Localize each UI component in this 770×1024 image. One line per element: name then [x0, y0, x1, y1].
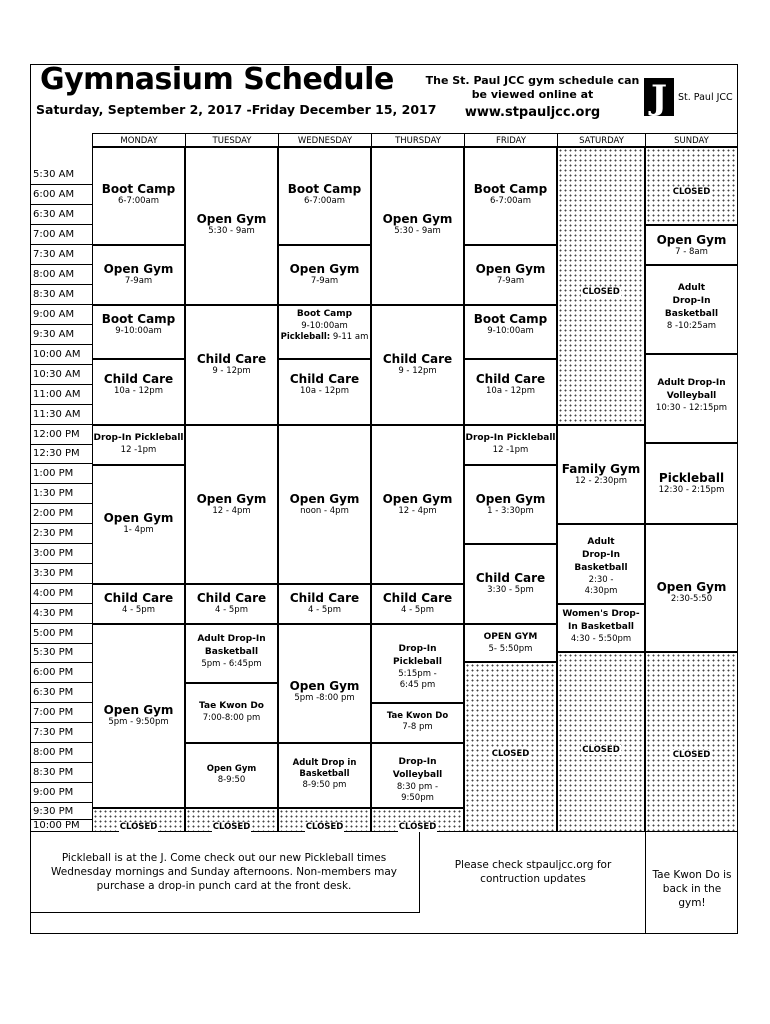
- event-name: Child Care: [382, 591, 453, 605]
- event-block: [92, 465, 185, 584]
- event-time: 5:30 - 9am: [208, 226, 255, 236]
- event-block: [92, 425, 185, 465]
- day-header-friday: FRIDAY: [464, 133, 557, 147]
- event-block: [185, 425, 278, 584]
- event-name: Drop-In Volleyball: [392, 757, 443, 780]
- event-time: 12 - 4pm: [212, 506, 251, 516]
- event-block: [464, 245, 557, 305]
- event-time: noon - 4pm: [300, 506, 349, 516]
- event-time: 6-7:00am: [117, 196, 160, 206]
- event-block: [92, 359, 185, 425]
- closed-label: CLOSED: [119, 822, 158, 832]
- pickleball-note: Pickleball is at the J. Come check out our new Pickleball times Wednesday mornings and Sunday afternoons. Non-members may purchase a drop-in punch card at the front desk.: [50, 852, 398, 892]
- event-name: Drop-In Pickleball: [465, 433, 556, 443]
- day-header-thursday: THURSDAY: [371, 133, 464, 147]
- event-block: [557, 524, 645, 604]
- event-name: Child Care: [382, 352, 453, 366]
- event-time: 12:30 - 2:15pm: [658, 485, 725, 495]
- closed-label: CLOSED: [398, 822, 437, 832]
- event-time: 9-10:00am: [301, 321, 348, 331]
- event-name: Child Care: [196, 352, 267, 366]
- event-name: Open Gym: [196, 492, 267, 506]
- event-time: 9 - 12pm: [398, 366, 437, 376]
- time-label: 8:00 PM: [31, 743, 92, 763]
- event-block: [645, 354, 738, 443]
- time-label: 6:00 AM: [31, 185, 92, 205]
- event-name: Women's Drop-In Basketball: [562, 609, 640, 632]
- time-label: 10:30 AM: [31, 365, 92, 385]
- event-block: [92, 584, 185, 624]
- closed-label: CLOSED: [491, 749, 530, 759]
- time-label: 9:00 PM: [31, 783, 92, 803]
- time-label: 9:00 AM: [31, 305, 92, 325]
- closed-block: [464, 662, 557, 832]
- divider: [419, 832, 420, 913]
- event-time: 7-9am: [124, 276, 153, 286]
- event-name: Open Gym: [103, 703, 174, 717]
- event-name: Boot Camp: [287, 182, 362, 196]
- event-time: 8-9:50 pm: [302, 780, 347, 790]
- closed-block: [557, 147, 645, 425]
- event-name: Adult Drop-In Basketball: [664, 283, 719, 319]
- time-label: 11:30 AM: [31, 405, 92, 425]
- event-name: Open Gym: [289, 492, 360, 506]
- day-header-tuesday: TUESDAY: [185, 133, 278, 147]
- event-name: Open Gym: [289, 262, 360, 276]
- event-name: Open Gym: [103, 511, 174, 525]
- event-name: Open Gym: [475, 262, 546, 276]
- closed-label: CLOSED: [582, 287, 620, 297]
- event-name: Boot Camp: [296, 309, 353, 319]
- time-label: 8:30 AM: [31, 285, 92, 305]
- time-label: 7:30 PM: [31, 723, 92, 743]
- event-name: Child Care: [289, 591, 360, 605]
- event-name: Open Gym: [196, 212, 267, 226]
- day-header-saturday: SATURDAY: [557, 133, 645, 147]
- event-name: Open Gym: [382, 492, 453, 506]
- time-label: 2:00 PM: [31, 504, 92, 524]
- event-block: [371, 425, 464, 584]
- closed-label: CLOSED: [672, 750, 711, 760]
- event-time: 8-9:50: [217, 775, 246, 785]
- event-name: Open Gym: [206, 764, 257, 774]
- pickleball-time: 9-11 am: [332, 332, 369, 342]
- taekwondo-note: Tae Kwon Do is back in the gym!: [652, 869, 732, 909]
- event-time: 5:15pm - 6:45 pm: [398, 669, 437, 690]
- event-time: 8:30 pm - 9:50pm: [396, 782, 439, 803]
- event-name: Child Care: [103, 372, 174, 386]
- event-name: Boot Camp: [101, 312, 176, 326]
- closed-block: [371, 808, 464, 832]
- closed-block: [278, 808, 371, 832]
- time-label: 10:00 PM: [31, 820, 92, 832]
- event-block: [92, 245, 185, 305]
- event-name: Pickleball: [658, 471, 725, 485]
- event-name: Adult Drop-In Basketball: [574, 537, 628, 573]
- event-name: Open Gym: [475, 492, 546, 506]
- event-name: Boot Camp: [101, 182, 176, 196]
- event-time: 10a - 12pm: [486, 386, 535, 396]
- event-time: 10a - 12pm: [114, 386, 163, 396]
- event-time: 7-9am: [496, 276, 525, 286]
- event-name: Boot Camp: [473, 182, 548, 196]
- time-label: 11:00 AM: [31, 385, 92, 405]
- date-range: Saturday, September 2, 2017 -Friday December 15, 2017: [36, 102, 437, 117]
- time-label: 8:00 AM: [31, 265, 92, 285]
- time-label: 9:30 PM: [31, 803, 92, 820]
- event-time: 10:30 - 12:15pm: [655, 403, 728, 413]
- event-time: 4 - 5pm: [308, 605, 341, 615]
- event-block: [92, 147, 185, 245]
- event-time: 8 -10:25am: [666, 321, 717, 331]
- event-name: Open Gym: [656, 233, 727, 247]
- time-label: 7:00 AM: [31, 225, 92, 245]
- event-block: [185, 305, 278, 425]
- event-time: 1- 4pm: [123, 525, 154, 535]
- divider: [645, 832, 646, 934]
- event-time: 2:30 - 4:30pm: [584, 575, 618, 596]
- event-name: OPEN GYM: [483, 632, 538, 642]
- time-label: 9:30 AM: [31, 325, 92, 345]
- event-time: 4 - 5pm: [122, 605, 155, 615]
- time-label: 12:00 PM: [31, 425, 92, 445]
- event-block: [278, 245, 371, 305]
- event-block: [557, 425, 645, 524]
- event-name: Child Care: [103, 591, 174, 605]
- time-label: 3:30 PM: [31, 564, 92, 584]
- event-block: [371, 584, 464, 624]
- event-name: Open Gym: [289, 679, 360, 693]
- event-block: [278, 359, 371, 425]
- time-label: 7:00 PM: [31, 703, 92, 723]
- event-block: [371, 147, 464, 305]
- event-time: 6-7:00am: [303, 196, 346, 206]
- event-block: [278, 584, 371, 624]
- event-name: Tae Kwon Do: [199, 701, 264, 711]
- event-block: [645, 443, 738, 524]
- event-name: Open Gym: [103, 262, 174, 276]
- event-time: 9-10:00am: [115, 326, 162, 336]
- jcc-logo: J: [644, 78, 674, 116]
- pickleball-label: Pickleball:: [280, 332, 331, 342]
- event-name: Family Gym: [561, 462, 641, 476]
- event-block: [278, 743, 371, 808]
- time-label: 12:30 PM: [31, 444, 92, 464]
- event-time: 7-8 pm: [402, 722, 433, 732]
- online-note: The St. Paul JCC gym schedule can be viewed online at: [425, 74, 640, 101]
- event-time: 12 - 2:30pm: [574, 476, 628, 486]
- construction-note: Please check stpauljcc.org for contruction updates: [454, 859, 612, 885]
- closed-block: [645, 147, 738, 225]
- event-time: 7-9am: [310, 276, 339, 286]
- event-time: 10a - 12pm: [300, 386, 349, 396]
- closed-block: [557, 652, 645, 832]
- org-name: St. Paul JCC: [678, 92, 733, 103]
- closed-label: CLOSED: [212, 822, 251, 832]
- time-label: 1:00 PM: [31, 464, 92, 484]
- event-name: Adult Drop-In Basketball: [197, 634, 266, 657]
- event-block: [464, 465, 557, 544]
- time-label: 5:00 PM: [31, 624, 92, 644]
- event-block: [278, 305, 371, 359]
- event-time: 5pm -8:00 pm: [294, 693, 355, 703]
- event-block: [371, 624, 464, 703]
- time-label: 5:30 PM: [31, 643, 92, 663]
- event-time: 5- 5:50pm: [488, 644, 533, 654]
- event-time: 3:30 - 5pm: [487, 585, 534, 595]
- event-block: [185, 683, 278, 743]
- event-time: 1 - 3:30pm: [487, 506, 534, 516]
- event-name: Child Care: [196, 591, 267, 605]
- event-time: 4 - 5pm: [401, 605, 434, 615]
- time-label: 4:00 PM: [31, 584, 92, 604]
- event-time: 4:30 - 5:50pm: [570, 634, 632, 644]
- time-label: 4:30 PM: [31, 604, 92, 624]
- website-url[interactable]: www.stpauljcc.org: [464, 105, 601, 120]
- event-time: 7:00-8:00 pm: [202, 713, 261, 723]
- event-block: [645, 265, 738, 354]
- closed-label: CLOSED: [305, 822, 344, 832]
- event-block: [464, 544, 557, 624]
- event-time: 4 - 5pm: [215, 605, 248, 615]
- time-label: 5:30 AM: [31, 165, 92, 185]
- event-time: 7 - 8am: [675, 247, 708, 257]
- page-title: Gymnasium Schedule: [40, 62, 394, 97]
- event-time: 6-7:00am: [489, 196, 532, 206]
- event-block: [557, 604, 645, 652]
- event-block: [92, 305, 185, 359]
- time-label: 7:30 AM: [31, 245, 92, 265]
- event-block: [464, 624, 557, 662]
- time-label: 1:30 PM: [31, 484, 92, 504]
- event-name: Open Gym: [382, 212, 453, 226]
- day-header-wednesday: WEDNESDAY: [278, 133, 371, 147]
- event-time: 5:30 - 9am: [394, 226, 441, 236]
- event-block: [464, 425, 557, 465]
- event-name: Drop-In Pickleball: [393, 644, 442, 667]
- event-block: [464, 305, 557, 359]
- time-label: 6:30 PM: [31, 683, 92, 703]
- event-time: 5pm - 9:50pm: [108, 717, 169, 727]
- event-block: [464, 147, 557, 245]
- event-block: [92, 624, 185, 808]
- event-block: [185, 584, 278, 624]
- closed-label: CLOSED: [582, 745, 620, 755]
- time-label: 10:00 AM: [31, 345, 92, 365]
- event-time: 5pm - 6:45pm: [201, 659, 262, 669]
- event-time: 9-10:00am: [487, 326, 534, 336]
- event-block: [645, 524, 738, 652]
- divider: [30, 912, 420, 913]
- event-block: [278, 147, 371, 245]
- day-header-sunday: SUNDAY: [645, 133, 738, 147]
- time-label: 8:30 PM: [31, 763, 92, 783]
- event-name: Child Care: [289, 372, 360, 386]
- event-block: [185, 147, 278, 305]
- event-name: Drop-In Pickleball: [93, 433, 184, 443]
- closed-block: [185, 808, 278, 832]
- event-block: [278, 425, 371, 584]
- time-label: 2:30 PM: [31, 524, 92, 544]
- event-block: [371, 305, 464, 425]
- day-header-monday: MONDAY: [92, 133, 185, 147]
- event-block: [278, 624, 371, 743]
- event-name: Boot Camp: [473, 312, 548, 326]
- time-label: 3:00 PM: [31, 544, 92, 564]
- event-name: Child Care: [475, 372, 546, 386]
- time-label: 6:00 PM: [31, 663, 92, 683]
- closed-block: [92, 808, 185, 832]
- event-name: Adult Drop in Basketball: [292, 758, 357, 779]
- event-name: Child Care: [475, 571, 546, 585]
- event-block: [185, 624, 278, 683]
- event-name: Open Gym: [656, 580, 727, 594]
- event-block: [185, 743, 278, 808]
- event-name: Adult Drop-In Volleyball: [657, 378, 726, 401]
- event-time: 12 - 4pm: [398, 506, 437, 516]
- closed-block: [645, 652, 738, 832]
- event-time: 12 -1pm: [492, 445, 529, 455]
- event-time: 2:30-5:50: [670, 594, 713, 604]
- event-time: 9 - 12pm: [212, 366, 251, 376]
- time-label: 6:30 AM: [31, 205, 92, 225]
- closed-label: CLOSED: [672, 187, 711, 197]
- event-block: [371, 703, 464, 743]
- event-block: [464, 359, 557, 425]
- event-block: [371, 743, 464, 808]
- event-block: [645, 225, 738, 265]
- event-time: 12 -1pm: [120, 445, 157, 455]
- event-name: Tae Kwon Do: [386, 711, 449, 721]
